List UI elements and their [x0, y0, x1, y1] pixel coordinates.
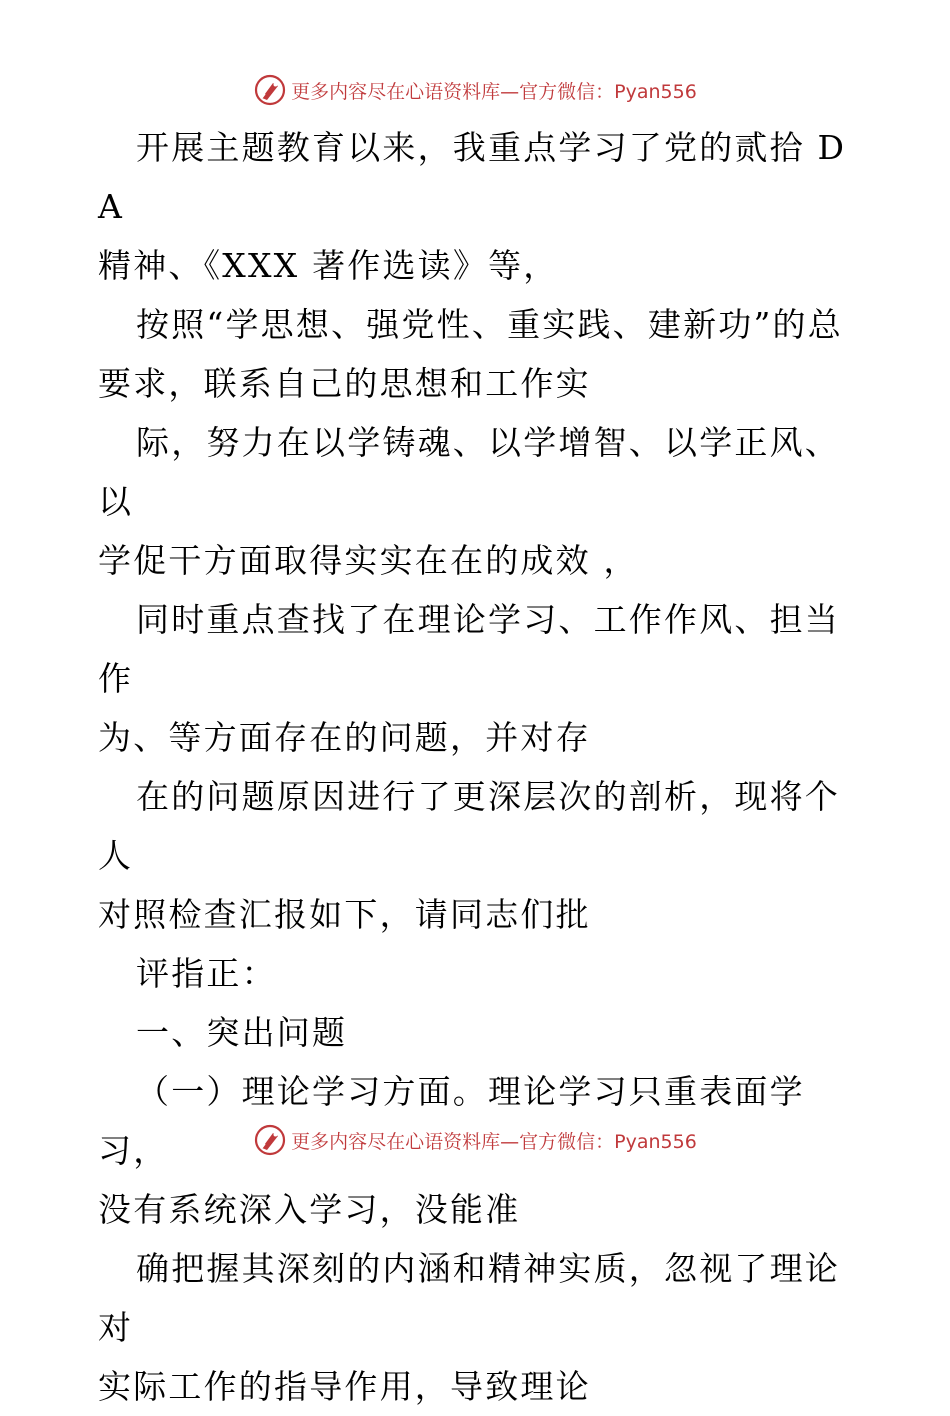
pen-nib-icon	[253, 73, 287, 107]
section-heading	[98, 1003, 858, 1062]
document-body	[98, 118, 858, 1416]
paragraph-1	[98, 118, 858, 295]
paragraph-6	[98, 944, 858, 1003]
paragraph-8	[98, 1239, 858, 1416]
paragraph-line: 为、等方面存在的问题，并对存	[98, 718, 591, 757]
paragraph-line: 按照“学思想、强党性、重实践、建新功”的总	[136, 305, 843, 344]
paragraph-line: 学促干方面取得实实在在的成效 ，	[98, 541, 639, 580]
paragraph-line: 没有系统深入学习，没能准	[98, 1190, 521, 1229]
header-banner-text: 更多内容尽在心语资料库—官方微信：Pyan556	[291, 80, 697, 103]
footer-banner-text: 更多内容尽在心语资料库—官方微信：Pyan556	[291, 1130, 697, 1153]
paragraph-line: 实际工作的指导作用，导致理论	[98, 1367, 591, 1406]
paragraph-line: 确把握其深刻的内涵和精神实质，忽视了理论对	[98, 1249, 840, 1347]
paragraph-2	[98, 295, 858, 413]
paragraph-line: 同时重点查找了在理论学习、工作作风、担当作	[98, 600, 840, 698]
paragraph-line: 对照检查汇报如下，请同志们批	[98, 895, 591, 934]
paragraph-line: 在的问题原因进行了更深层次的剖析，现将个人	[98, 777, 840, 875]
paragraph-line: 开展主题教育以来，我重点学习了党的贰拾 DA	[98, 128, 847, 226]
paragraph-line: （一）理论学习方面。理论学习只重表面学习，	[98, 1072, 805, 1170]
footer-banner	[0, 1120, 950, 1160]
paragraph-3	[98, 413, 858, 590]
paragraph-line: 际，努力在以学铸魂、以学增智、以学正风、以	[98, 423, 840, 521]
paragraph-5	[98, 767, 858, 944]
heading-line: 一、突出问题	[136, 1013, 348, 1052]
paragraph-line: 评指正：	[136, 954, 277, 993]
paragraph-4	[98, 590, 858, 767]
header-banner	[0, 70, 950, 110]
paragraph-line: 要求，联系自己的思想和工作实	[98, 364, 591, 403]
paragraph-line: 精神、《XXX 著作选读》等，	[98, 246, 559, 285]
pen-nib-icon	[253, 1123, 287, 1157]
